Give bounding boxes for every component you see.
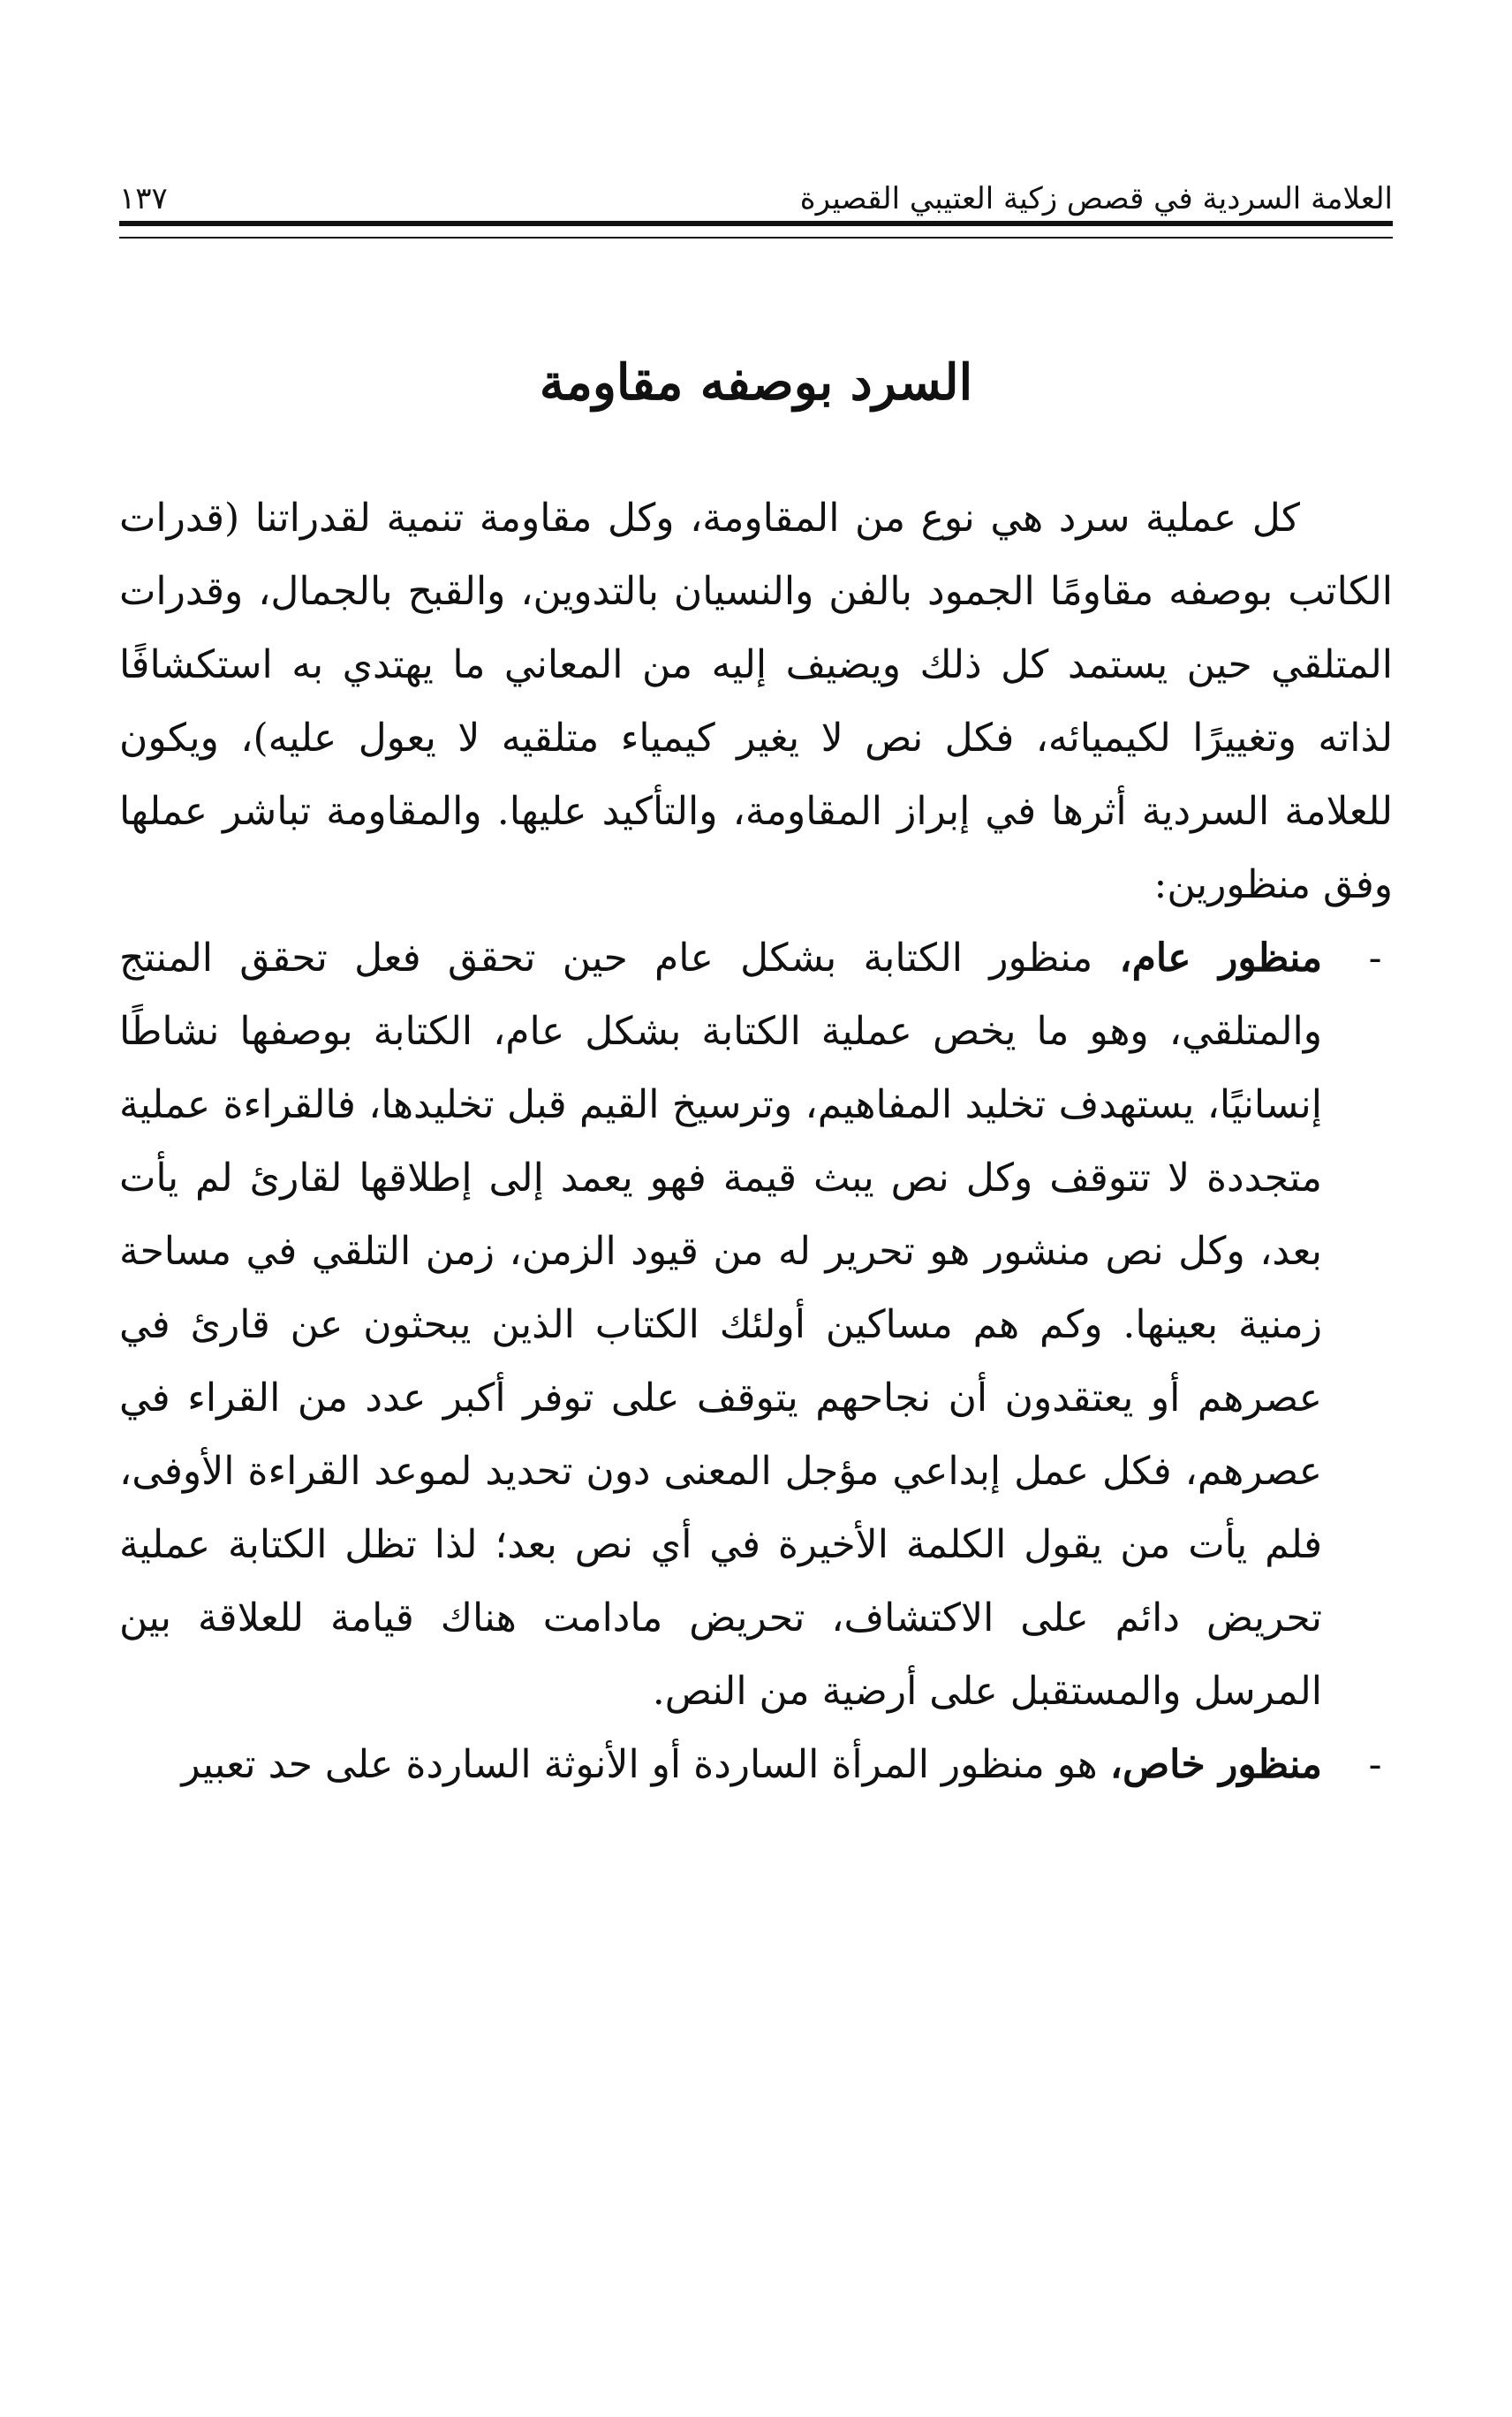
intro-paragraph: كل عملية سرد هي نوع من المقاومة، وكل مقاومة تنمية لقدراتنا (قدرات الكاتب بوصفه مقاومًا الجمود بالفن والنسيان بالتدوين، والقبح بالجمال، وقدرات المتلقي حين يستمد كل ذلك ويضيف إليه من المعاني ما يهتدي به استكشافًا لذاته وتغييرًا لكيميائه، فكل نص لا يغير كيمياء متلقيه لا يعول عليه)، ويكون للعلامة السردية أثرها في إبراز المقاومة، والتأكيد عليها. والمقاومة تباشر عملها وفق منظورين: bbox=[119, 496, 1393, 907]
perspectives-list bbox=[119, 921, 1393, 1801]
perspective-text: منظور الكتابة بشكل عام حين تحقق فعل تحقق المنتج والمتلقي، وهو ما يخص عملية الكتابة بشكل عام، الكتابة بوصفها نشاطًا إنسانيًا، يستهدف تخليد المفاهيم، وترسيخ القيم قبل تخليدها، فالقراءة عملية متجددة لا تتوقف وكل نص يبث قيمة فهو يعمد إلى إطلاقها لقارئ لم يأت بعد، وكل نص منشور هو تحرير له من قيود الزمن، زمن التلقي في مساحة زمنية بعينها. وكم هم مساكين أولئك الكتاب الذين يبحثون عن قارئ في عصرهم أو يعتقدون أن نجاحهم يتوقف على توفر أكبر عدد من القراء في عصرهم، فكل عمل إبداعي مؤجل المعنى دون تحديد لموعد القراءة الأوفى، فلم يأت من يقول الكلمة الأخيرة في أي نص بعد؛ لذا تظل الكتابة عملية تحريض دائم على الاكتشاف، تحريض مادامت هناك قيامة للعلاقة بين المرسل والمستقبل على أرضية من النص. bbox=[119, 936, 1322, 1714]
list-dash: - bbox=[1368, 936, 1382, 981]
perspective-term: منظور عام، bbox=[1119, 936, 1323, 981]
running-title: العلامة السردية في قصص زكية العتيبي القصيرة bbox=[799, 181, 1393, 216]
running-header bbox=[119, 155, 1393, 216]
body-text bbox=[119, 481, 1393, 1801]
list-dash: - bbox=[1368, 1742, 1382, 1787]
perspective-term: منظور خاص، bbox=[1109, 1742, 1322, 1787]
page-title: السرد بوصفه مقاومة bbox=[539, 353, 973, 412]
header-double-rule bbox=[119, 221, 1393, 239]
perspective-text: هو منظور المرأة الساردة أو الأنوثة الساردة على حد تعبير bbox=[181, 1742, 1110, 1787]
perspective-specific bbox=[119, 1728, 1393, 1801]
page-number: ١٣٧ bbox=[119, 181, 168, 216]
perspective-general bbox=[119, 921, 1393, 1728]
